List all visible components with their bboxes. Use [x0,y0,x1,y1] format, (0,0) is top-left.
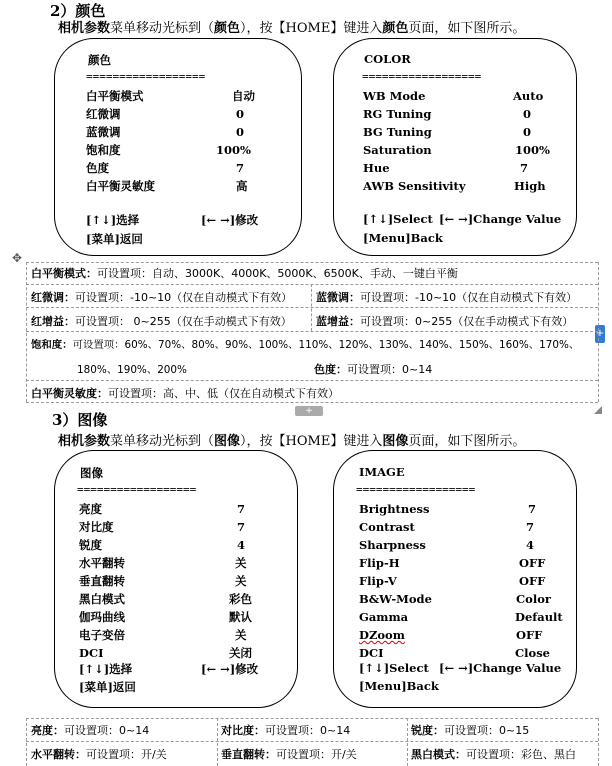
row-value: 关 [235,628,247,642]
row-label: 白平衡模式 [86,89,144,103]
menu-row [359,554,559,572]
intro-text: 菜单移动光标到（ [110,434,215,449]
nav-back-hint: [菜单]返回 [86,232,143,246]
menu-row [79,644,269,662]
section-heading-color: 2）颜色 [50,2,106,20]
menu-row [86,87,266,105]
row-value: 100% [515,143,550,157]
intro-color [58,17,525,36]
row-label: 蓝微调 [86,125,121,139]
row-label: 亮度 [79,502,102,516]
table-cell-bg-tuning: 蓝微调：可设置项：-10~10（仅在自动模式下有效） [316,291,578,304]
row-label: Hue [363,161,390,175]
row-label: Sharpness [359,538,426,552]
row-label: 电子变倍 [79,628,125,642]
table-cell-flip-h: 水平翻转：可设置项：开/关 [31,748,167,761]
section-heading-image: 3）图像 [52,411,108,429]
menu-row [359,608,563,626]
row-value: 7 [237,502,246,516]
panel-title: IMAGE [359,465,405,479]
nav-back-hint: [Menu]Back [363,231,443,245]
table-move-handle-icon[interactable]: ✥ [12,251,23,265]
nav-change-hint: [← →]Change Value [439,661,562,675]
row-value: Default [515,610,563,624]
image-rows-cn [79,500,269,662]
row-value: 7 [520,161,529,175]
row-value: 默认 [229,610,252,624]
menu-row [79,572,269,590]
menu-row [363,87,553,105]
menu-row [359,572,559,590]
row-label: 水平翻转 [79,556,125,570]
image-rows-en [359,500,563,662]
nav-select-hint: [↑↓]Select [363,212,433,226]
panel-title: 图像 [80,466,103,480]
menu-row [79,608,269,626]
menu-row [86,177,266,195]
separator: ================== [356,483,476,496]
row-value: Close [515,646,550,660]
menu-row [79,518,269,536]
menu-row [363,141,553,159]
row-label: 红微调 [86,107,121,121]
row-label: RG Tuning [363,107,432,121]
separator: ================== [77,483,197,496]
row-label: 白平衡灵敏度 [86,179,155,193]
intro-bold-term: 颜色 [382,21,409,36]
row-value: OFF [519,574,546,588]
row-label: 黑白模式 [79,592,125,606]
nav-select-hint: [↑↓]选择 [79,662,133,676]
nav-select-hint: [↑↓]Select [359,661,429,675]
menu-row [359,626,559,644]
table-cell-contrast: 对比度：可设置项：0~14 [221,724,351,737]
row-value: 关 [235,574,247,588]
row-label: AWB Sensitivity [363,179,466,193]
row-label: 饱和度 [86,143,121,157]
row-label: B&W-Mode [359,592,432,606]
row-label: Flip-V [359,574,397,588]
row-value: OFF [519,556,546,570]
nav-change-hint: [← →]Change Value [439,212,562,226]
intro-bold-term: 图像 [382,434,409,449]
menu-row [359,536,559,554]
row-label: 锐度 [79,538,102,552]
menu-row [363,177,553,195]
table-cell-bw-mode: 黑白模式：可设置项：彩色、黑白 [411,748,576,761]
row-value: 高 [236,179,248,193]
menu-row [86,105,266,123]
row-label: Brightness [359,502,430,516]
row-label: 对比度 [79,520,114,534]
table-cell-red-gain: 红增益：可设置项： 0~255（仅在手动模式下有效） [31,315,292,328]
row-value: 0 [523,125,532,139]
nav-change-hint: [← →]修改 [201,213,259,227]
menu-row [79,536,269,554]
row-value: 7 [236,161,245,175]
intro-image [58,430,525,449]
row-label: 垂直翻转 [79,574,125,588]
menu-row [359,590,559,608]
table-cell-rg-tuning: 红微调：可设置项：-10~10（仅在自动模式下有效） [31,291,293,304]
row-label: BG Tuning [363,125,432,139]
table-cell-blue-gain: 蓝增益：可设置项：0~255（仅在手动模式下有效） [316,315,574,328]
menu-row [363,159,553,177]
intro-text: 菜单移动光标到（ [110,21,215,36]
row-label: 色度 [86,161,109,175]
nav-select-hint: [↑↓]选择 [86,213,140,227]
separator: ================== [86,70,206,83]
menu-row [79,626,269,644]
menu-row [359,644,559,662]
row-value: 彩色 [229,592,252,606]
row-value: 4 [237,538,246,552]
table-cell-hue: 色度：可设置项：0~14 [314,363,433,376]
row-value: High [514,179,546,193]
row-label: DZoom [359,628,405,642]
row-value: 7 [237,520,246,534]
menu-row [359,518,559,536]
intro-text: ），按【HOME】键进入 [240,434,383,449]
row-label: Contrast [359,520,415,534]
color-rows-en [363,87,553,195]
separator: ================== [362,70,482,83]
nav-back-hint: [Menu]Back [359,679,439,693]
row-label: Saturation [363,143,432,157]
intro-bold-term: 图像 [214,434,241,449]
row-value: 关 [235,556,247,570]
row-value: 100% [216,143,251,157]
table-resize-handle-icon[interactable] [594,406,602,414]
menu-row [363,105,553,123]
row-value: OFF [516,628,543,642]
intro-bold-term: 相机参数 [58,434,111,449]
intro-text: 页面，如下图所示。 [408,21,526,36]
menu-row [86,141,266,159]
row-label: Flip-H [359,556,400,570]
menu-row [363,123,553,141]
menu-row [79,554,269,572]
panel-title: COLOR [364,52,411,66]
row-value: 7 [528,502,537,516]
row-label: DCI [359,646,384,660]
row-label: 伽玛曲线 [79,610,125,624]
row-value: 0 [523,107,532,121]
row-value: Color [516,592,551,606]
row-value: Auto [513,89,544,103]
menu-row [79,500,269,518]
table-cell-wb-mode: 白平衡模式：可设置项：自动、3000K、4000K、5000K、6500K、手动、一键白平衡 [31,267,458,280]
table-cell-saturation-cont: 180%、190%、200% [77,364,187,376]
row-label: DCI [79,646,104,660]
color-rows-cn [86,87,266,195]
insert-column-icon[interactable]: + [595,325,605,343]
menu-row [86,159,266,177]
insert-row-icon[interactable]: + [295,406,323,416]
intro-bold-term: 相机参数 [58,21,111,36]
table-cell-saturation: 饱和度：可设置项：60%、70%、80%、90%、100%、110%、120%、130%、140%、150%、160%、170%、 [31,339,580,351]
row-value: 0 [236,125,245,139]
nav-back-hint: [菜单]返回 [79,680,136,694]
row-label: WB Mode [363,89,426,103]
intro-text: 页面，如下图所示。 [408,434,526,449]
row-value: 关闭 [229,646,252,660]
menu-row [86,123,266,141]
table-cell-brightness: 亮度：可设置项：0~14 [31,724,150,737]
nav-change-hint: [← →]修改 [201,662,259,676]
row-value: 自动 [232,89,255,103]
row-value: 0 [236,107,245,121]
table-cell-awb-sensitivity: 白平衡灵敏度：可设置项：高、中、低（仅在自动模式下有效） [31,387,339,400]
row-value: 7 [526,520,535,534]
intro-text: ），按【HOME】键进入 [240,21,383,36]
menu-row [79,590,269,608]
panel-title: 颜色 [88,53,111,67]
row-value: 4 [526,538,535,552]
table-cell-sharpness: 锐度：可设置项：0~15 [411,724,530,737]
table-cell-flip-v: 垂直翻转：可设置项：开/关 [221,748,357,761]
intro-bold-term: 颜色 [214,21,241,36]
row-label: Gamma [359,610,409,624]
menu-row [359,500,559,518]
